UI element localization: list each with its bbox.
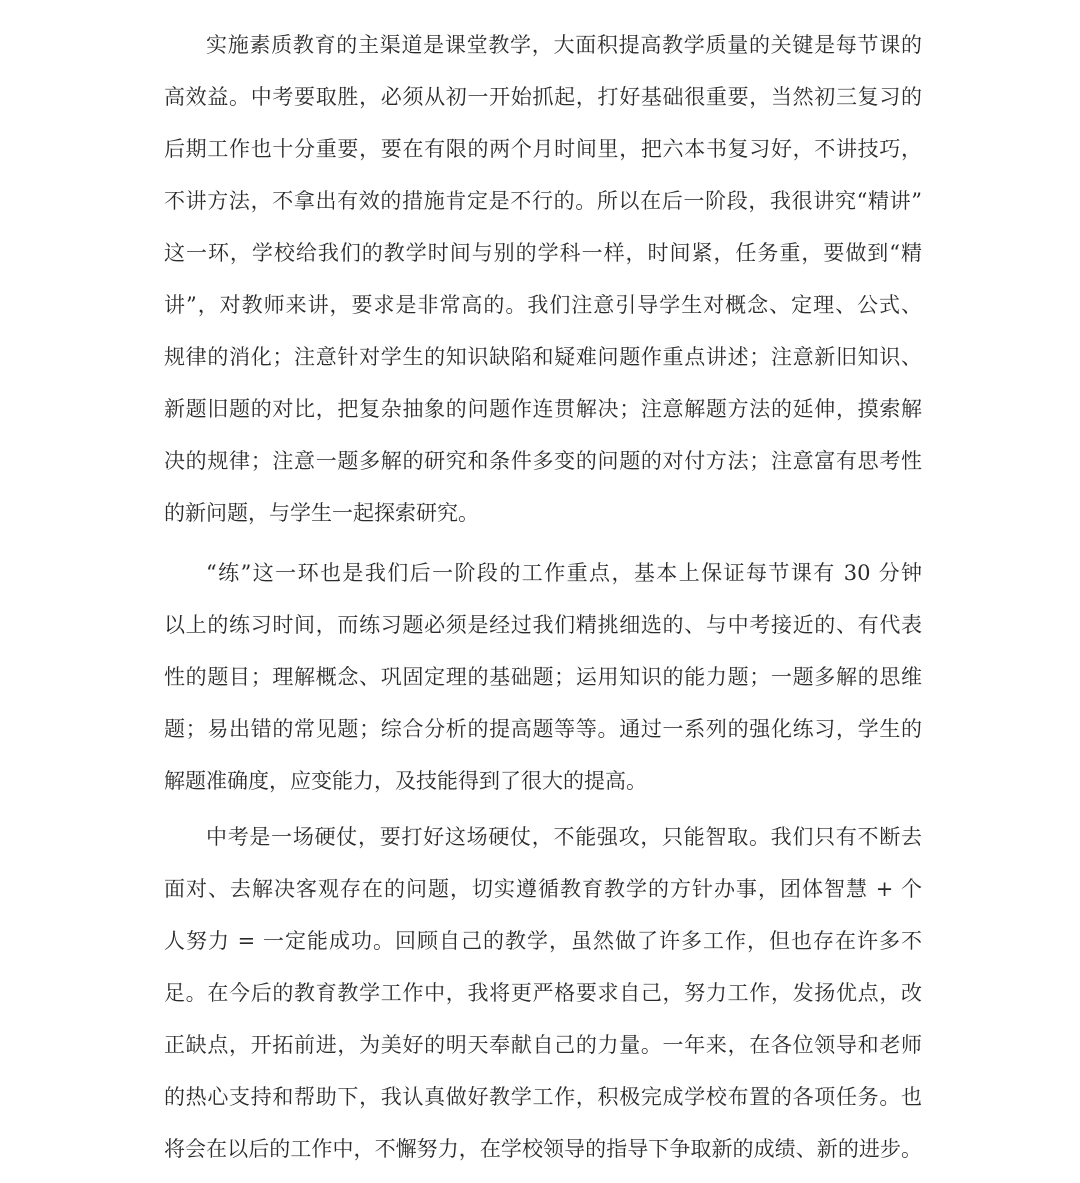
paragraph-conclusion	[164, 822, 922, 1164]
text-line: 的热心支持和帮助下，我认真做好教学工作，积极完成学校布置的各项任务。也	[164, 1085, 922, 1109]
text-line: 实施素质教育的主渠道是课堂教学，大面积提高教学质量的关键是每节课的	[206, 33, 922, 57]
text-line: 不讲方法，不拿出有效的措施肯定是不行的。所以在后一阶段，我很讲究“精讲”	[164, 189, 922, 213]
text-line: 新题旧题的对比，把复杂抽象的问题作连贯解决；注意解题方法的延伸，摸索解	[164, 397, 922, 421]
text-line: 人努力 = 一定能成功。回顾自己的教学，虽然做了许多工作，但也存在许多不	[164, 929, 922, 953]
text-line: “练”这一环也是我们后一阶段的工作重点，基本上保证每节课有 30 分钟	[206, 561, 922, 585]
text-line: 决的规律；注意一题多解的研究和条件多变的问题的对付方法；注意富有思考性	[164, 449, 922, 473]
text-line: 将会在以后的工作中，不懈努力，在学校领导的指导下争取新的成绩、新的进步。	[164, 1137, 922, 1161]
text-line: 解题准确度，应变能力，及技能得到了很大的提高。	[164, 769, 647, 793]
text-line: 性的题目；理解概念、巩固定理的基础题；运用知识的能力题；一题多解的思维	[164, 665, 922, 689]
text-line: 足。在今后的教育教学工作中，我将更严格要求自己，努力工作，发扬优点，改	[164, 981, 922, 1005]
paragraph-teaching	[164, 30, 922, 528]
text-line: 讲”，对教师来讲，要求是非常高的。我们注意引导学生对概念、定理、公式、	[164, 293, 922, 317]
text-line: 面对、去解决客观存在的问题，切实遵循教育教学的方针办事，团体智慧 + 个	[164, 877, 922, 901]
paragraph-practice	[164, 558, 922, 796]
text-line: 高效益。中考要取胜，必须从初一开始抓起，打好基础很重要，当然初三复习的	[164, 85, 922, 109]
text-line: 的新问题，与学生一起探索研究。	[164, 501, 479, 525]
text-line: 规律的消化；注意针对学生的知识缺陷和疑难问题作重点讲述；注意新旧知识、	[164, 345, 922, 369]
text-line: 正缺点，开拓前进，为美好的明天奉献自己的力量。一年来，在各位领导和老师	[164, 1033, 922, 1057]
text-line: 这一环，学校给我们的教学时间与别的学科一样，时间紧，任务重，要做到“精	[164, 241, 922, 265]
text-line: 以上的练习时间，而练习题必须是经过我们精挑细选的、与中考接近的、有代表	[164, 613, 922, 637]
text-line: 题；易出错的常见题；综合分析的提高题等等。通过一系列的强化练习，学生的	[164, 717, 922, 741]
text-line: 中考是一场硬仗，要打好这场硬仗，不能强攻，只能智取。我们只有不断去	[206, 825, 922, 849]
text-line: 后期工作也十分重要，要在有限的两个月时间里，把六本书复习好，不讲技巧，	[164, 137, 922, 161]
